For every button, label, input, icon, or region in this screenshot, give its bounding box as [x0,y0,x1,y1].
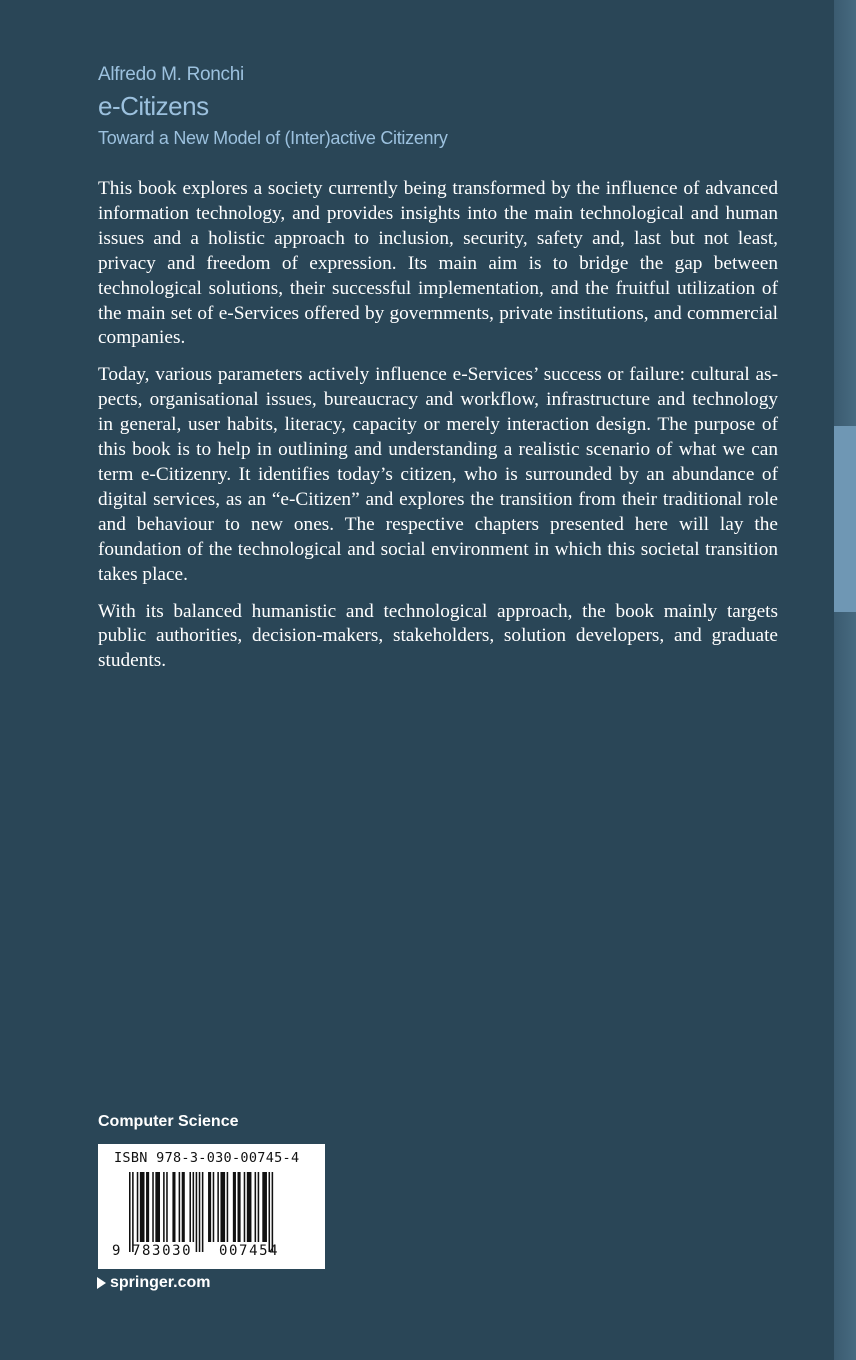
barcode-digit-first: 9 [112,1243,121,1259]
description-paragraph-1: This book explores a society currently being transformed by the influence of advanced information technology, and provides insights into the main technological and human issues and a holistic approach to inclusion, security, safety and, last but not least, privacy and freedom of expression. Its main aim is to bridge the gap between technological solutions, their successful implementation, and the fruitful utilization of the main set of e-Services offered by governments, private institutions, and commercial companies. [98,178,778,349]
barcode-digits-left: 783030 [132,1243,193,1259]
publisher-url: springer.com [110,1274,211,1291]
cover-spine-edge [834,0,856,1360]
description-paragraph-3: With its balanced humanistic and technological approach, the book mainly targets public authorities, decision-makers, stakeholders, solution developers, and graduate students. [98,600,778,672]
triangle-arrow-icon [97,1277,106,1289]
isbn-barcode [98,1144,325,1269]
book-subtitle: Toward a New Model of (Inter)active Citizenry [98,128,448,148]
description-paragraph-2: Today, various parameters actively influence e-Services’ success or failure: cultural aspects, organisational issues, bureaucracy and workflow, infrastructure and technology in general, user habits, literacy, capacity or merely interaction design. The purpose of this book is to help in outlining and understanding a realistic scenario of what we can term e-Citizenry. It identifies today’s citizen, who is surrounded by an abundance of digital services, as an “e-Citizen” and explores the transition from their traditional role and behaviour to new ones. The respective chapters presented here will lay the foundation of the technological and social environment in which this societal transition takes place. [98,364,778,585]
spine-color-band [834,426,856,612]
barcode-digits-right: 007454 [219,1243,280,1259]
isbn-label: ISBN 978-3-030-00745-4 [114,1150,300,1166]
book-description [98,177,778,686]
author-name: Alfredo M. Ronchi [98,64,244,85]
publisher-link[interactable] [97,1274,210,1292]
book-title: e-Citizens [98,91,209,121]
subject-category: Computer Science [98,1113,239,1130]
